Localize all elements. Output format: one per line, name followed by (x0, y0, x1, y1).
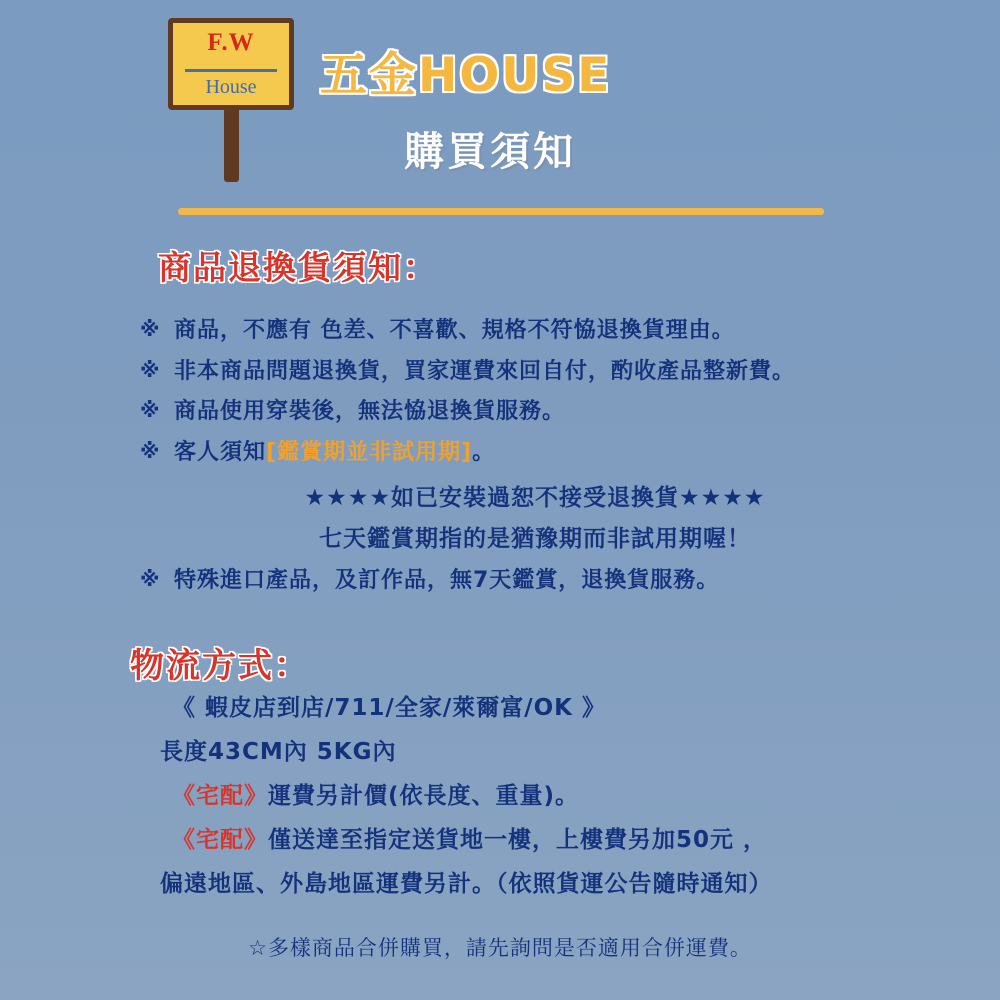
sign-brand-word: House (205, 76, 257, 98)
home-delivery-fee-text: 運費另計價(依長度、重量)。 (268, 782, 580, 809)
bullet-icon: ※ (140, 357, 161, 382)
bullet-icon: ※ (140, 567, 161, 591)
returns-bullet-list (140, 317, 930, 608)
header-divider (178, 208, 824, 215)
shipping-line-home-delivery-stairs (172, 826, 960, 856)
home-delivery-tag: 《宅配》 (172, 782, 268, 809)
stars-warning-line: ★★★★如已安裝過恕不接受退換貨★★★★ (304, 485, 766, 511)
bullet-icon: ※ (140, 398, 161, 422)
shipping-line-size-limit: 長度43CM內 5KG內 (160, 738, 397, 765)
shipping-list (160, 694, 960, 913)
sign-board (168, 18, 294, 110)
bullet-icon: ※ (140, 317, 161, 341)
list-item-text: 商品，不應有 色差、不喜歡、規格不符恊退換貨理由。 (174, 318, 735, 343)
list-item-text: 非本商品問題退換貨，買家運費來回自付，酌收產品整新費。 (174, 358, 796, 384)
shipping-line-convenience-store: 《 蝦皮店到店/711/全家/萊爾富/OK 》 (172, 695, 607, 721)
home-delivery-tag: 《宅配》 (172, 826, 268, 853)
list-item-text: 特殊進口產品，及訂作品，無7天鑑賞，退換貨服務。 (174, 568, 720, 593)
bullet-icon: ※ (140, 438, 161, 463)
list-item-text: 商品使用穿裝後，無法恊退換貨服務。 (174, 399, 566, 424)
returns-section-heading: 商品退換貨須知： (158, 248, 438, 287)
cooling-off-note-line: 七天鑑賞期指的是猶豫期而非試用期喔！ (319, 526, 751, 552)
list-item (140, 317, 930, 345)
list-item-text-prefix: 客人須知 (174, 439, 267, 465)
list-item-text-suffix: 。 (472, 439, 496, 465)
page-title: 五金HOUSE (320, 48, 612, 103)
shipping-section-heading: 物流方式： (130, 646, 310, 686)
home-delivery-stairs-text: 僅送達至指定送貨地一樓，上樓費另加50元 ， (268, 826, 768, 853)
list-item-text (174, 439, 930, 467)
page-subtitle: 購買須知 (404, 129, 576, 175)
list-item (140, 398, 930, 426)
shipping-line-remote-areas: 偏遠地區、外島地區運費另計。（依照貨運公告隨時通知） (160, 870, 773, 897)
list-item (140, 358, 930, 386)
list-item (140, 439, 930, 467)
sign-post (224, 110, 239, 182)
sign-brand-initials: F.W (207, 29, 255, 56)
page-header (0, 0, 1000, 200)
list-item-highlight: [鑑賞期並非試用期] (266, 439, 473, 465)
list-item (140, 567, 930, 595)
combined-shipping-footer: ☆多樣商品合併購買，請先詢問是否適用合併運費。 (248, 936, 752, 960)
shop-sign-logo (168, 18, 298, 193)
shipping-line-home-delivery-fee (172, 782, 960, 812)
sign-divider (185, 69, 277, 72)
